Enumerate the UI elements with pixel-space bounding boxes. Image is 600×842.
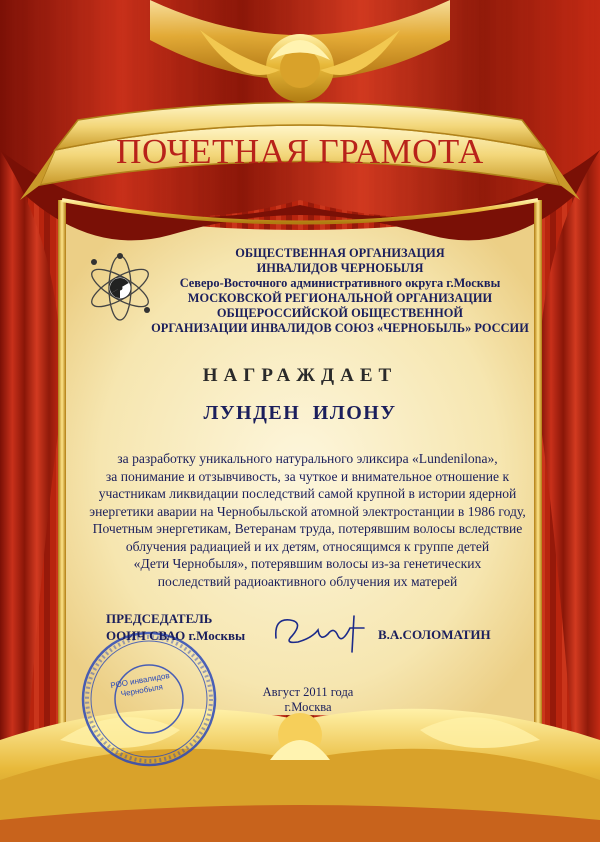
citation-text [80,450,535,590]
awards-heading: НАГРАЖДАЕТ [202,365,398,386]
stamp-center-text: РОО инвалидов Чернобыля [109,670,171,699]
signatory-title-line: ПРЕДСЕДАТЕЛЬ [106,611,213,626]
org-line: ОРГАНИЗАЦИИ ИНВАЛИДОВ СОЮЗ «ЧЕРНОБЫЛЬ» РОССИИ [151,321,529,335]
citation-line: «Дети Чернобыля», потерявшим волосы из-за генетических [133,556,482,571]
citation-line: за разработку уникального натурального эликсира «Lundenilona», [117,451,498,466]
signatory-name: В.А.СОЛОМАТИН [378,627,491,642]
citation-line: последствий радиоактивного облучения их матерей [157,573,458,589]
citation-line: за понимание и отзывчивость, за чуткое и внимательное отношение к [105,468,510,484]
issue-date-place [246,685,370,715]
atom-radiation-icon [82,240,158,340]
signatory-title [106,610,245,644]
org-line: Северо-Восточного административного округа г.Москвы [179,276,501,290]
citation-line: Почетным энергетикам, Ветеранам труда, потерявшим волосы вследствие [92,521,523,536]
org-line: ОБЩЕСТВЕННАЯ ОРГАНИЗАЦИЯ [235,246,445,260]
citation-line: облучения радиацией и их детям, относящимся к группе детей [125,538,490,554]
issue-place: г.Москва [284,700,332,714]
citation-line: участникам ликвидации последствий самой крупной в истории ядерной [98,486,517,501]
signatory-title-line: ООИЧ СВАО г.Москвы [106,628,246,643]
recipient-name: ЛУНДЕН ИЛОНУ [203,402,397,424]
issue-date: Август 2011 года [262,685,354,699]
org-line: ОБЩЕРОССИЙСКОЙ ОБЩЕСТВЕННОЙ [216,306,464,320]
certificate-title: ПОЧЕТНАЯ ГРАМОТА [116,132,484,171]
issuing-organization [150,246,530,336]
citation-line: энергетики аварии на Чернобыльской атомной электростанции в 1986 году, [89,503,526,519]
org-line: ИНВАЛИДОВ ЧЕРНОБЫЛЯ [256,261,424,275]
handwritten-signature [268,608,378,656]
org-line: МОСКОВСКОЙ РЕГИОНАЛЬНОЙ ОРГАНИЗАЦИИ [187,291,493,305]
